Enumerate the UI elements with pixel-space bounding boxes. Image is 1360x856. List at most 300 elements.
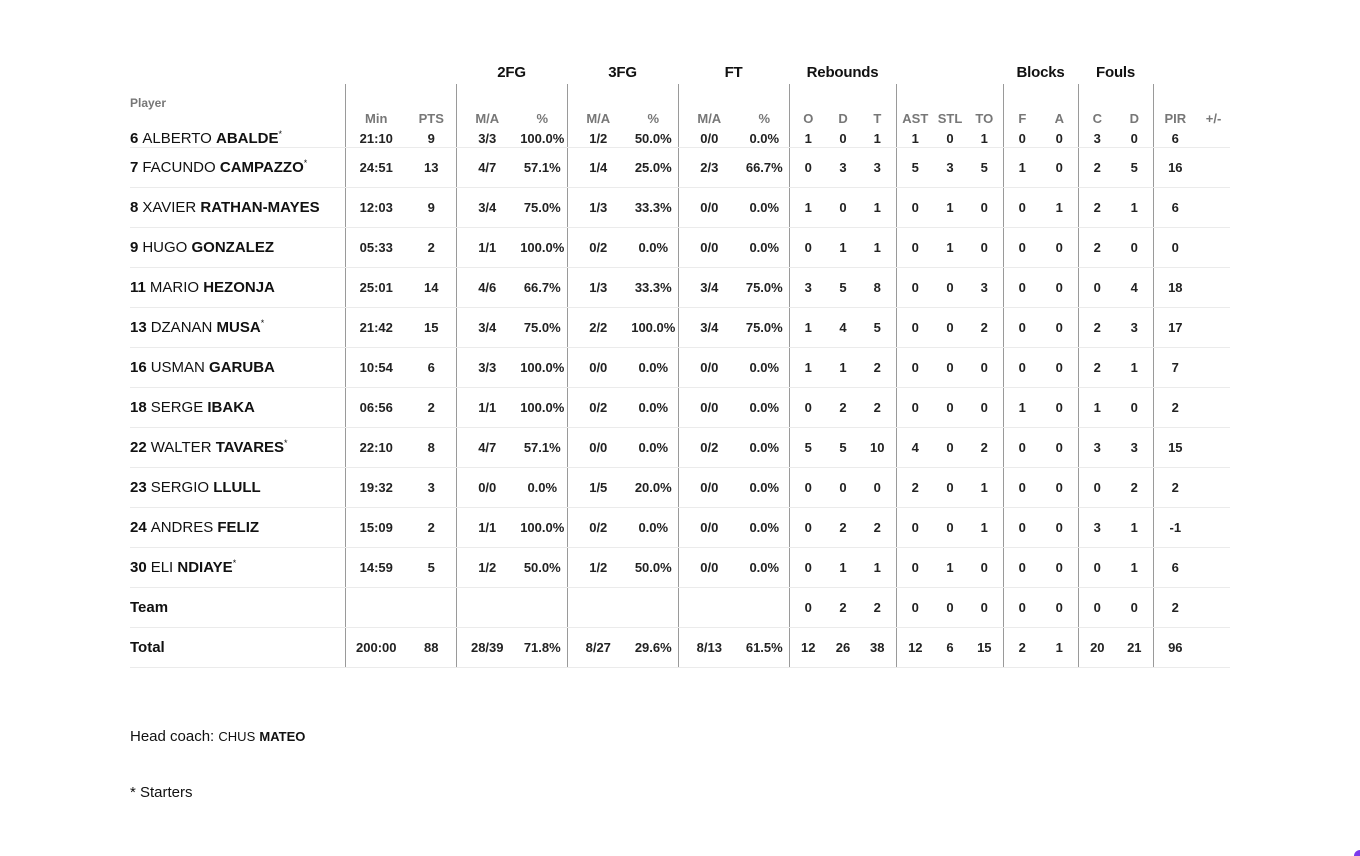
stat-cell: 50.0% xyxy=(518,548,567,588)
player-number: 9 xyxy=(130,239,139,256)
player-row[interactable] xyxy=(130,188,1230,228)
stat-cell: 2 xyxy=(827,388,859,428)
stat-cell: 0.0% xyxy=(740,130,789,148)
col-header-player: Player xyxy=(130,96,167,110)
stat-cell: 71.8% xyxy=(518,628,567,668)
stat-cell: 2 xyxy=(859,388,896,428)
stat-cell: 57.1% xyxy=(518,148,567,188)
stat-cell: 0 xyxy=(1003,428,1041,468)
stat-cell: 0 xyxy=(1003,268,1041,308)
stat-cell: 21 xyxy=(1116,628,1153,668)
stat-cell: 0 xyxy=(896,228,934,268)
stat-cell: 0 xyxy=(966,388,1003,428)
stat-cell xyxy=(678,588,740,628)
stat-cell: 0 xyxy=(1041,348,1078,388)
player-last-name: GARUBA xyxy=(209,359,275,376)
stat-cell: 61.5% xyxy=(740,628,789,668)
stat-cell: 24:51 xyxy=(345,148,407,188)
stat-cell: -1 xyxy=(1153,508,1197,548)
stat-cell: 2 xyxy=(1153,388,1197,428)
stat-cell: 1 xyxy=(827,548,859,588)
stat-cell: 21:10 xyxy=(345,130,407,148)
starters-note: * Starters xyxy=(130,784,193,801)
stat-cell: 0.0% xyxy=(740,348,789,388)
stat-cell: 5 xyxy=(966,148,1003,188)
stat-cell: 3 xyxy=(966,268,1003,308)
player-row[interactable] xyxy=(130,268,1230,308)
stat-cell: 0 xyxy=(1078,588,1116,628)
player-number: 8 xyxy=(130,199,139,216)
player-name-cell[interactable] xyxy=(130,228,345,268)
stat-cell: 1 xyxy=(789,130,827,148)
stat-cell xyxy=(1197,428,1230,468)
stat-cell xyxy=(1197,188,1230,228)
stat-cell: 0 xyxy=(1041,228,1078,268)
stat-cell xyxy=(456,588,518,628)
player-number: 6 xyxy=(130,130,139,147)
stat-cell: 15 xyxy=(1153,428,1197,468)
stat-cell: 3 xyxy=(1116,428,1153,468)
stat-cell: 0 xyxy=(1041,508,1078,548)
col-header: % xyxy=(647,111,660,126)
stat-cell: 1 xyxy=(934,188,966,228)
stat-cell: 12 xyxy=(896,628,934,668)
stat-cell: 38 xyxy=(859,628,896,668)
player-name-cell[interactable] xyxy=(130,548,345,588)
stat-cell: 6 xyxy=(1153,188,1197,228)
stat-cell: 0/0 xyxy=(678,228,740,268)
col-header: M/A xyxy=(456,84,518,130)
stat-cell: 19:32 xyxy=(345,468,407,508)
stat-cell: 2 xyxy=(407,228,456,268)
stat-cell: 33.3% xyxy=(629,268,678,308)
stat-cell: 66.7% xyxy=(740,148,789,188)
stat-cell: 0 xyxy=(1003,348,1041,388)
stat-cell: 2 xyxy=(966,428,1003,468)
stat-cell: 0 xyxy=(966,228,1003,268)
stat-cell: 8/13 xyxy=(678,628,740,668)
stat-cell: 1 xyxy=(859,548,896,588)
stat-cell: 0 xyxy=(1116,588,1153,628)
stat-cell: 0 xyxy=(1003,468,1041,508)
stat-cell: 3/4 xyxy=(678,308,740,348)
stat-cell: 0 xyxy=(934,388,966,428)
stat-cell: 1/2 xyxy=(567,130,629,148)
stat-cell: 0.0% xyxy=(518,468,567,508)
stat-cell: 0/0 xyxy=(456,468,518,508)
player-name-cell[interactable] xyxy=(130,388,345,428)
stat-cell: 13 xyxy=(407,148,456,188)
stat-cell: 15 xyxy=(966,628,1003,668)
col-header: % xyxy=(536,111,549,126)
col-header: D xyxy=(838,111,848,126)
stat-cell: 100.0% xyxy=(518,130,567,148)
stat-cell: 0 xyxy=(896,588,934,628)
stat-cell: 0 xyxy=(934,588,966,628)
player-row[interactable] xyxy=(130,508,1230,548)
stat-cell: 0 xyxy=(1041,388,1078,428)
stat-cell: 0/2 xyxy=(567,508,629,548)
group-fouls: Fouls xyxy=(1096,63,1136,81)
player-first-name: DZANAN xyxy=(150,319,213,336)
stat-cell xyxy=(1197,308,1230,348)
stat-cell: 57.1% xyxy=(518,428,567,468)
stat-cell: 100.0% xyxy=(518,388,567,428)
stat-cell: 0 xyxy=(1078,268,1116,308)
stat-cell: 1 xyxy=(934,228,966,268)
stat-cell: 0.0% xyxy=(629,348,678,388)
stat-cell: 0/0 xyxy=(678,188,740,228)
stat-cell: 0 xyxy=(934,428,966,468)
group-blocks: Blocks xyxy=(1016,63,1065,81)
stat-cell: 4/7 xyxy=(456,148,518,188)
stat-cell: 0.0% xyxy=(740,228,789,268)
stat-cell: 4 xyxy=(896,428,934,468)
stat-cell: 100.0% xyxy=(518,508,567,548)
stat-cell: 100.0% xyxy=(518,228,567,268)
stat-cell: 0 xyxy=(1116,388,1153,428)
stat-cell: 100.0% xyxy=(518,348,567,388)
player-first-name: USMAN xyxy=(150,359,205,376)
box-score-table-wrapper xyxy=(130,60,1230,668)
stat-cell xyxy=(567,588,629,628)
stat-cell: 6 xyxy=(407,348,456,388)
player-last-name: HEZONJA xyxy=(203,279,275,296)
player-last-name: TAVARES xyxy=(215,439,285,456)
stat-cell: 0 xyxy=(1003,548,1041,588)
team-row xyxy=(130,588,1230,628)
stat-cell: 0/0 xyxy=(678,348,740,388)
player-row[interactable] xyxy=(130,148,1230,188)
stat-cell: 1 xyxy=(859,130,896,148)
stat-cell: 0 xyxy=(934,348,966,388)
head-coach-first-name: CHUS xyxy=(218,729,256,744)
col-header: A xyxy=(1054,111,1064,126)
stat-cell: 0.0% xyxy=(740,428,789,468)
col-header: M/A xyxy=(567,84,629,130)
player-row[interactable] xyxy=(130,308,1230,348)
stat-cell: 25:01 xyxy=(345,268,407,308)
stat-cell: 4 xyxy=(1116,268,1153,308)
total-row xyxy=(130,628,1230,668)
stat-cell: 3 xyxy=(859,148,896,188)
stat-cell: 2 xyxy=(1003,628,1041,668)
group-rebounds: Rebounds xyxy=(806,63,879,81)
stat-cell: 0 xyxy=(1003,130,1041,148)
stat-cell: 5 xyxy=(1116,148,1153,188)
player-name-cell[interactable] xyxy=(130,428,345,468)
stat-cell: 5 xyxy=(827,268,859,308)
stat-cell: 8/27 xyxy=(567,628,629,668)
col-header: M/A xyxy=(678,84,740,130)
col-header: PTS xyxy=(418,111,444,126)
stat-cell: 0.0% xyxy=(740,188,789,228)
player-number: 16 xyxy=(130,359,147,376)
stat-cell: 1/1 xyxy=(456,388,518,428)
stat-cell: 2 xyxy=(827,508,859,548)
player-row[interactable] xyxy=(130,468,1230,508)
stat-cell: 0.0% xyxy=(629,388,678,428)
stat-cell: 8 xyxy=(859,268,896,308)
player-name-cell[interactable] xyxy=(130,148,345,188)
col-header: O xyxy=(789,84,827,130)
col-header: AST xyxy=(896,84,934,130)
stat-cell: 8 xyxy=(407,428,456,468)
starter-marker: * xyxy=(260,318,265,328)
stat-cell: 2 xyxy=(859,508,896,548)
stat-cell: 1/3 xyxy=(567,268,629,308)
stat-cell: 14:59 xyxy=(345,548,407,588)
stat-cell: 1 xyxy=(789,188,827,228)
stat-cell: 0.0% xyxy=(740,508,789,548)
player-name-cell[interactable] xyxy=(130,468,345,508)
stat-cell: 0 xyxy=(1003,588,1041,628)
group-ft: FT xyxy=(724,63,743,81)
player-first-name: SERGE xyxy=(150,399,204,416)
stat-cell: 0.0% xyxy=(629,228,678,268)
stat-cell: 1 xyxy=(1116,508,1153,548)
stat-cell: 3/4 xyxy=(678,268,740,308)
player-number: 23 xyxy=(130,479,147,496)
player-last-name: IBAKA xyxy=(207,399,255,416)
player-first-name: ANDRES xyxy=(150,519,214,536)
player-name-cell[interactable] xyxy=(130,130,345,148)
stat-cell: 2 xyxy=(966,308,1003,348)
stat-cell xyxy=(1197,468,1230,508)
stat-cell: 7 xyxy=(1153,348,1197,388)
stat-cell: 2/3 xyxy=(678,148,740,188)
player-number: 13 xyxy=(130,319,147,336)
stat-cell: 6 xyxy=(934,628,966,668)
stat-cell: 1 xyxy=(1116,548,1153,588)
stat-cell: 0/0 xyxy=(567,428,629,468)
stat-cell xyxy=(1197,628,1230,668)
player-row[interactable] xyxy=(130,548,1230,588)
stat-cell: 05:33 xyxy=(345,228,407,268)
stat-cell: 33.3% xyxy=(629,188,678,228)
stat-cell: 20.0% xyxy=(629,468,678,508)
stat-cell: 10 xyxy=(859,428,896,468)
stat-cell: 0 xyxy=(827,468,859,508)
team-row-label: Team xyxy=(130,588,345,628)
stat-cell: 0 xyxy=(896,188,934,228)
stat-cell: 2 xyxy=(407,388,456,428)
stat-cell: 1/5 xyxy=(567,468,629,508)
stat-cell: 2 xyxy=(1153,468,1197,508)
stat-cell: 0 xyxy=(1153,228,1197,268)
stat-cell: 2 xyxy=(1078,148,1116,188)
stat-cell: 1 xyxy=(789,348,827,388)
stat-cell: 0 xyxy=(1041,428,1078,468)
stat-cell: 75.0% xyxy=(518,308,567,348)
stat-cell: 0 xyxy=(934,130,966,148)
col-header: TO xyxy=(975,111,994,126)
stat-cell: 21:42 xyxy=(345,308,407,348)
stat-cell: 75.0% xyxy=(740,268,789,308)
stat-cell: 3/3 xyxy=(456,130,518,148)
stat-cell: 0 xyxy=(1078,548,1116,588)
stat-cell: 0 xyxy=(1078,468,1116,508)
stat-cell: 0 xyxy=(789,548,827,588)
stat-cell: 2 xyxy=(1078,188,1116,228)
stat-cell: 3 xyxy=(934,148,966,188)
head-coach-last-name: MATEO xyxy=(259,729,306,744)
stat-cell: 0.0% xyxy=(740,468,789,508)
stat-cell: 0 xyxy=(1041,308,1078,348)
stat-cell: 16 xyxy=(1153,148,1197,188)
stat-cell: 66.7% xyxy=(518,268,567,308)
stat-cell: 14 xyxy=(407,268,456,308)
group-header-row xyxy=(130,60,1230,84)
stat-cell: 3 xyxy=(1078,130,1116,148)
stat-cell: 1/1 xyxy=(456,508,518,548)
stat-cell: 0 xyxy=(1041,548,1078,588)
stat-cell: 2 xyxy=(1078,308,1116,348)
player-row[interactable] xyxy=(130,130,1230,148)
stat-cell: 5 xyxy=(407,548,456,588)
player-row[interactable] xyxy=(130,228,1230,268)
stat-cell: 1 xyxy=(859,228,896,268)
stat-cell: 0 xyxy=(1116,228,1153,268)
stat-cell: 2/2 xyxy=(567,308,629,348)
stat-cell: 1 xyxy=(966,130,1003,148)
stat-cell: 200:00 xyxy=(345,628,407,668)
stat-cell: 0 xyxy=(966,588,1003,628)
player-name-cell[interactable] xyxy=(130,308,345,348)
stat-cell: 0 xyxy=(1041,130,1078,148)
stat-cell: 18 xyxy=(1153,268,1197,308)
stat-cell: 0 xyxy=(1003,188,1041,228)
head-coach xyxy=(130,728,305,745)
head-coach-label: Head coach: xyxy=(130,728,215,745)
stat-cell: 1 xyxy=(966,508,1003,548)
player-first-name: FACUNDO xyxy=(142,159,216,176)
stat-cell: 26 xyxy=(827,628,859,668)
stat-cell: 0 xyxy=(827,188,859,228)
stat-cell: 3 xyxy=(827,148,859,188)
stat-cell: 0 xyxy=(934,308,966,348)
stat-cell: 0/0 xyxy=(678,548,740,588)
player-number: 30 xyxy=(130,559,147,576)
stat-cell: 0 xyxy=(1003,228,1041,268)
stat-cell: 96 xyxy=(1153,628,1197,668)
stat-cell: 1 xyxy=(896,130,934,148)
stat-cell: 0 xyxy=(789,228,827,268)
stat-cell: 0 xyxy=(859,468,896,508)
stat-cell xyxy=(1197,388,1230,428)
stat-cell xyxy=(1197,228,1230,268)
stat-cell: 0/0 xyxy=(678,468,740,508)
stat-cell: 0/2 xyxy=(567,228,629,268)
col-header: STL xyxy=(937,111,963,126)
stat-cell xyxy=(740,588,789,628)
stat-cell: 5 xyxy=(896,148,934,188)
stat-cell: 1 xyxy=(1116,348,1153,388)
stat-cell: 2 xyxy=(1078,348,1116,388)
stat-cell xyxy=(1197,588,1230,628)
stat-cell: 6 xyxy=(1153,548,1197,588)
stat-cell: 1/3 xyxy=(567,188,629,228)
stat-cell: 29.6% xyxy=(629,628,678,668)
stat-cell xyxy=(407,588,456,628)
player-name-cell[interactable] xyxy=(130,268,345,308)
player-name-cell[interactable] xyxy=(130,348,345,388)
player-row[interactable] xyxy=(130,428,1230,468)
stat-cell: 0 xyxy=(934,508,966,548)
player-first-name: MARIO xyxy=(149,279,200,296)
stat-cell: 1 xyxy=(827,348,859,388)
player-row[interactable] xyxy=(130,348,1230,388)
stat-cell: 0 xyxy=(1116,130,1153,148)
player-name-cell[interactable] xyxy=(130,508,345,548)
stat-cell: 12 xyxy=(789,628,827,668)
total-row-label: Total xyxy=(130,628,345,668)
stat-cell: 0/0 xyxy=(678,130,740,148)
player-first-name: WALTER xyxy=(150,439,212,456)
player-row[interactable] xyxy=(130,388,1230,428)
stat-cell: 1 xyxy=(1041,188,1078,228)
stat-cell: 1 xyxy=(859,188,896,228)
stat-cell: 28/39 xyxy=(456,628,518,668)
col-header: +/- xyxy=(1205,111,1222,126)
stat-cell: 0.0% xyxy=(629,508,678,548)
player-last-name: RATHAN-MAYES xyxy=(200,199,320,216)
stat-cell xyxy=(1197,130,1230,148)
player-first-name: SERGIO xyxy=(150,479,210,496)
stat-cell: 2 xyxy=(1078,228,1116,268)
stat-cell: 0 xyxy=(896,548,934,588)
player-name-cell[interactable] xyxy=(130,188,345,228)
col-header: T xyxy=(873,111,882,126)
stat-cell: 0 xyxy=(896,508,934,548)
player-last-name: GONZALEZ xyxy=(191,239,275,256)
col-header: F xyxy=(1003,84,1041,130)
player-number: 24 xyxy=(130,519,147,536)
stat-cell: 12:03 xyxy=(345,188,407,228)
stat-cell: 1/2 xyxy=(456,548,518,588)
player-first-name: ALBERTO xyxy=(142,130,212,147)
stat-cell: 1/2 xyxy=(567,548,629,588)
starter-marker: * xyxy=(284,438,288,448)
stat-cell xyxy=(345,588,407,628)
player-first-name: XAVIER xyxy=(142,199,197,216)
player-first-name: HUGO xyxy=(142,239,188,256)
stat-cell: 9 xyxy=(407,130,456,148)
stat-cell: 0/2 xyxy=(678,428,740,468)
stat-cell: 1 xyxy=(1116,188,1153,228)
stat-cell: 0 xyxy=(789,468,827,508)
stat-cell: 3/4 xyxy=(456,188,518,228)
stat-cell: 4 xyxy=(827,308,859,348)
col-header: % xyxy=(758,111,771,126)
stat-cell: 4/6 xyxy=(456,268,518,308)
stat-cell: 06:56 xyxy=(345,388,407,428)
stat-cell: 3 xyxy=(789,268,827,308)
stat-cell: 22:10 xyxy=(345,428,407,468)
stat-cell: 0.0% xyxy=(740,388,789,428)
stat-cell: 0/0 xyxy=(678,388,740,428)
box-score-body xyxy=(130,130,1230,668)
stat-cell xyxy=(1197,348,1230,388)
stat-cell: 50.0% xyxy=(629,130,678,148)
col-header: Min xyxy=(345,84,407,130)
stat-cell: 10:54 xyxy=(345,348,407,388)
player-number: 7 xyxy=(130,159,139,176)
stat-cell: 0 xyxy=(1041,468,1078,508)
player-number: 18 xyxy=(130,399,147,416)
stat-cell: 20 xyxy=(1078,628,1116,668)
stat-cell: 0 xyxy=(896,268,934,308)
